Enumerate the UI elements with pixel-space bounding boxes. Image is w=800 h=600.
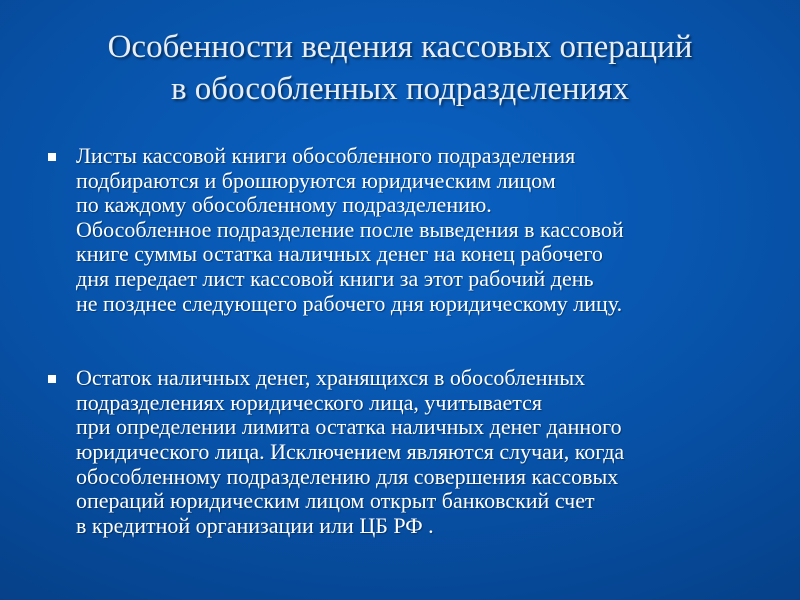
bullet-text-line: книге суммы остатка наличных денег на конец рабочего [76, 241, 603, 267]
bullet-text-line: обособленному подразделению для совершения кассовых [76, 463, 619, 489]
bullet-text-line: Обособленное подразделение после выведения в кассовой [76, 216, 624, 242]
title-line: в обособленных подразделениях [170, 71, 630, 107]
bullet-text-line: Остаток наличных денег, хранящихся в обособленных [76, 365, 586, 391]
bullet-square-icon [48, 153, 56, 161]
bullet-item [44, 144, 764, 316]
bullet-text-line: Листы кассовой книги обособленного подразделения [76, 143, 576, 168]
bullet-square-icon [48, 375, 56, 383]
slide-title [40, 26, 760, 110]
bullet-text-line: операций юридическим лицом открыт банковский счет [76, 488, 595, 514]
bullet-item [44, 366, 764, 538]
bullet-list [44, 144, 764, 538]
bullet-text-line: подбираются и брошюруются юридическим лицом [76, 167, 556, 193]
bullet-text-line: по каждому обособленному подразделению. [76, 192, 492, 218]
bullet-text-line: при определении лимита остатка наличных денег данного [76, 414, 622, 440]
bullet-text-line: не позднее следующего рабочего дня юридическому лицу. [76, 290, 623, 316]
bullet-text-line: дня передает лист кассовой книги за этот рабочий день [76, 265, 594, 291]
bullet-text-line: в кредитной организации или ЦБ РФ . [76, 512, 434, 538]
title-line: Особенности ведения кассовых операций [107, 29, 693, 65]
bullet-text-line: подразделениях юридического лица, учитывается [76, 389, 543, 415]
bullet-text-line: юридического лица. Исключением являются случаи, когда [76, 438, 625, 464]
